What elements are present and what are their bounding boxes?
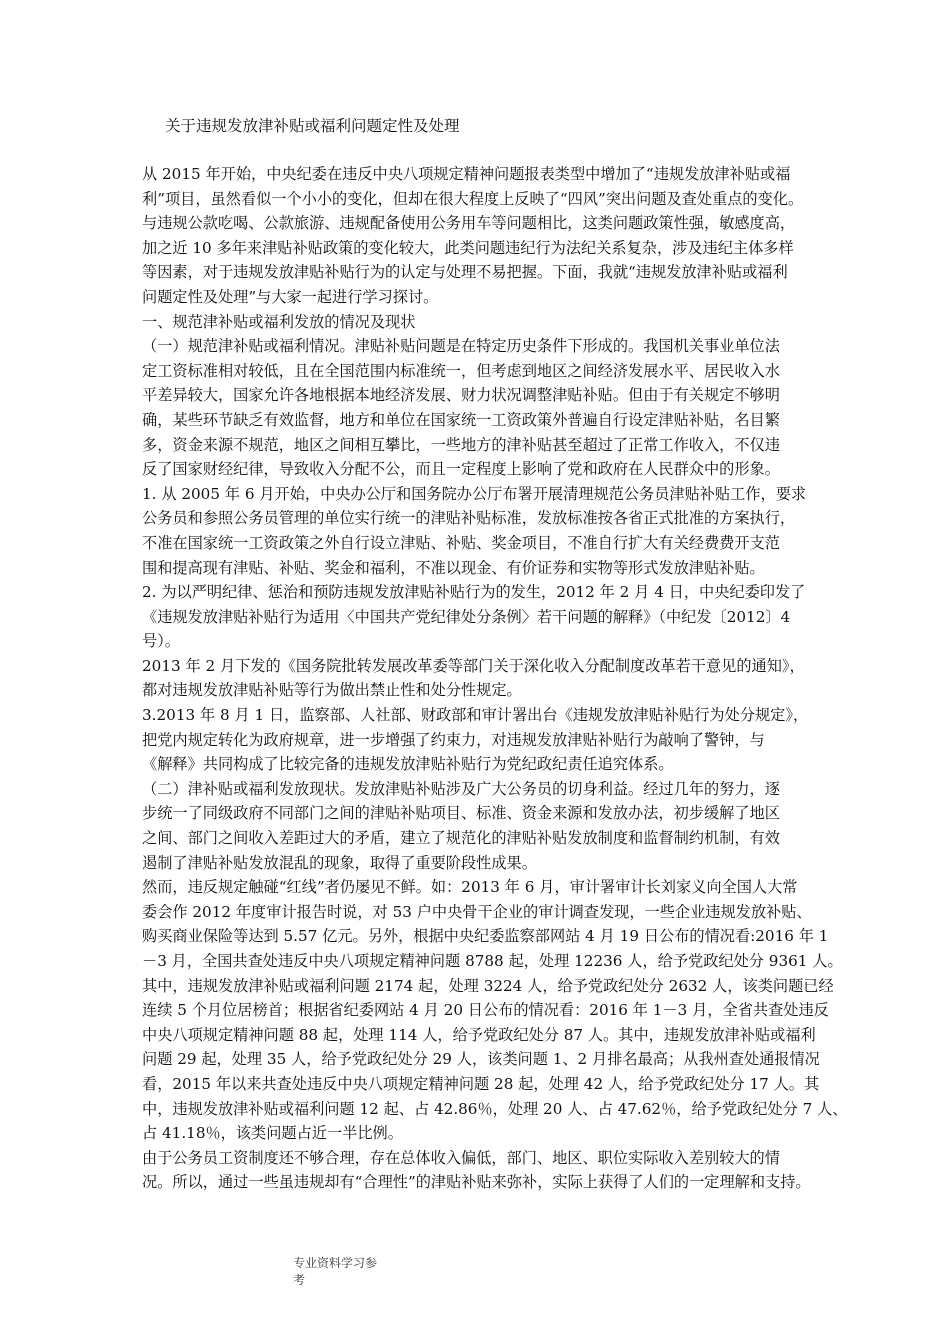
body-line: （一）规范津补贴或福利情况。津贴补贴问题是在特定历史条件下形成的。我国机关事业单位法	[142, 337, 780, 356]
body-line: 平差异较大，国家允许各地根据本地经济发展、财力状况调整津贴补贴。但由于有关规定不够明	[142, 386, 780, 405]
body-line: 2. 为以严明纪律、惩治和预防违规发放津贴补贴行为的发生，2012 年 2 月 4 日，中央纪委印发了	[142, 583, 806, 602]
body-line: 其中，违规发放津补贴或福利问题 2174 起，处理 3224 人，给予党政纪处分 2632 人，该类问题已经	[142, 976, 834, 995]
body-line: 公务员和参照公务员管理的单位实行统一的津贴补贴标准，发放标准按各省正式批准的方案执行，	[142, 509, 796, 528]
footer-line-1: 专业资料学习参	[293, 1256, 378, 1270]
body-line: 3.2013 年 8 月 1 日，监察部、人社部、财政部和审计署出台《违规发放津贴补贴行为处分规定》，	[142, 706, 809, 725]
body-line: 由于公务员工资制度还不够合理，存在总体收入偏低，部门、地区、职位实际收入差别较大的情	[142, 1148, 780, 1167]
document-body	[142, 162, 882, 1195]
body-line: 2013 年 2 月下发的《国务院批转发展改革委等部门关于深化收入分配制度改革若干意见的通知》，	[142, 656, 805, 675]
body-line: 中央八项规定精神问题 88 起，处理 114 人，给予党政纪处分 87 人。其中，违规发放津补贴或福利	[142, 1025, 816, 1044]
body-line: 多，资金来源不规范，地区之间相互攀比，一些地方的津补贴甚至超过了正常工作收入，不仅违	[142, 435, 780, 454]
body-line: 确，某些环节缺乏有效监督，地方和单位在国家统一工资政策外普遍自行设定津贴补贴，名目繁	[142, 410, 780, 429]
page-footer	[293, 1255, 377, 1289]
body-line: 问题 29 起，处理 35 人，给予党政纪处分 29 人，该类问题 1、2 月排名最高；从我州查处通报情况	[142, 1050, 820, 1069]
body-line: 与违规公款吃喝、公款旅游、违规配备使用公务用车等问题相比，这类问题政策性强，敏感度高，	[142, 214, 796, 233]
body-line: 反了国家财经纪律，导致收入分配不公，而且一定程度上影响了党和政府在人民群众中的形象。	[142, 460, 780, 479]
body-line: 问题定性及处理”与大家一起进行学习探讨。	[142, 287, 439, 306]
body-line: 从 2015 年开始，中央纪委在违反中央八项规定精神问题报表类型中增加了“违规发放津补贴或福	[142, 165, 791, 183]
body-line: 等因素，对于违规发放津贴补贴行为的认定与处理不易把握。下面，我就“违规发放津补贴或福利	[142, 263, 788, 282]
body-line: 定工资标准相对较低，且在全国范围内标准统一，但考虑到地区之间经济发展水平、居民收入水	[142, 361, 780, 380]
body-line: 1. 从 2005 年 6 月开始，中央办公厅和国务院办公厅布署开展清理规范公务员津贴补贴工作，要求	[142, 484, 807, 503]
body-line: 不准在国家统一工资政策之外自行设立津贴、补贴、奖金项目，不准自行扩大有关经费费开支范	[142, 533, 780, 552]
footer-line-2: 考	[293, 1273, 306, 1287]
body-line: 连续 5 个月位居榜首；根据省纪委网站 4 月 20 日公布的情况看：2016 年 1－3 月，全省共查处违反	[142, 1001, 829, 1020]
body-line: 之间、部门之间收入差距过大的矛盾，建立了规范化的津贴补贴发放制度和监督制约机制，有效	[142, 829, 780, 848]
body-line: －3 月，全国共查处违反中央八项规定精神问题 8788 起，处理 12236 人，给予党政纪处分 9361 人。	[142, 952, 843, 970]
body-line: 围和提高现有津贴、补贴、奖金和福利，不准以现金、有价证券和实物等形式发放津贴补贴。	[142, 558, 765, 577]
body-line: 《违规发放津贴补贴行为适用〈中国共产党纪律处分条例〉若干问题的解释》（中纪发〔2012〕4	[142, 607, 791, 626]
body-line: 把党内规定转化为政府规章，进一步增强了约束力，对违规发放津贴补贴行为敲响了警钟，与	[142, 730, 765, 749]
body-line: 号）。	[142, 632, 180, 651]
body-line: 然而，违反规定触碰“红线”者仍屡见不鲜。如：2013 年 6 月，审计署审计长刘家义向全国人大常	[142, 878, 798, 897]
body-line: 委会作 2012 年度审计报告时说，对 53 户中央骨干企业的审计调查发现，一些企业违规发放补贴、	[142, 902, 812, 921]
document-title: 关于违规发放津补贴或福利问题定性及处理	[165, 117, 460, 135]
body-line: 都对违规发放津贴补贴等行为做出禁止性和处分性规定。	[142, 681, 522, 700]
body-line: （二）津补贴或福利发放现状。发放津贴补贴涉及广大公务员的切身利益。经过几年的努力，逐	[142, 779, 780, 798]
body-line: 遏制了津贴补贴发放混乱的现象，取得了重要阶段性成果。	[142, 853, 537, 872]
body-line: 中，违规发放津补贴或福利问题 12 起、占 42.86％，处理 20 人、占 47.62％，给予党政纪处分 7 人、	[142, 1099, 848, 1118]
body-line: 利”项目，虽然看似一个小小的变化，但却在很大程度上反映了“四风”突出问题及查处重点的变化。	[142, 189, 804, 208]
body-line: 《解释》共同构成了比较完备的违规发放津贴补贴行为党纪政纪责任追究体系。	[142, 755, 674, 774]
body-line: 购买商业保险等达到 5.57 亿元。另外，根据中央纪委监察部网站 4 月 19 日公布的情况看:2016 年 1	[142, 927, 829, 946]
body-line: 步统一了同级政府不同部门之间的津贴补贴项目、标准、资金来源和发放办法，初步缓解了地区	[142, 804, 780, 823]
body-line: 加之近 10 多年来津贴补贴政策的变化较大，此类问题违纪行为法纪关系复杂，涉及违纪主体多样	[142, 238, 794, 257]
body-line: 看，2015 年以来共查处违反中央八项规定精神问题 28 起，处理 42 人，给予党政纪处分 17 人。其	[142, 1074, 820, 1093]
body-line: 占 41.18％，该类问题占近一半比例。	[142, 1124, 403, 1143]
body-line: 一、规范津补贴或福利发放的情况及现状	[142, 312, 416, 331]
body-line: 况。所以，通过一些虽违规却有“合理性”的津贴补贴来弥补，实际上获得了人们的一定理解和支持。	[142, 1173, 811, 1192]
